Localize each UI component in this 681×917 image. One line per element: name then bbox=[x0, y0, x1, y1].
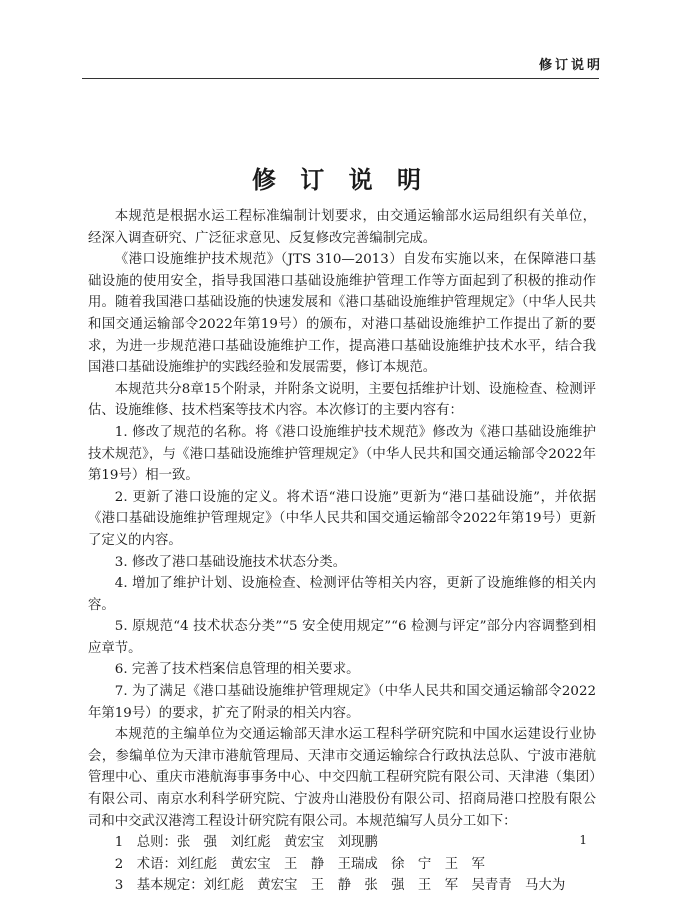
revision-item: 5. 原规范“4 技术状态分类”“5 安全使用规定”“6 检测与评定”部分内容调整到相应章节。 bbox=[88, 619, 596, 656]
revision-item: 7. 为了满足《港口基础设施维护管理规定》（中华人民共和国交通运输部令2022年第19号）的要求，扩充了附录的相关内容。 bbox=[88, 684, 596, 721]
revision-item: 1. 修改了规范的名称。将《港口设施维护技术规范》修改为《港口基础设施维护技术规范》，与《港口基础设施维护管理规定》（中华人民共和国交通运输部令2022年第19号）相一致。 bbox=[88, 424, 596, 484]
roster-item: 2 术语：刘红彪 黄宏宝 王 静 王瑞成 徐 宁 王 军 bbox=[114, 856, 485, 872]
running-head bbox=[0, 0, 681, 80]
page-title: 修 订 说 明 bbox=[251, 165, 430, 194]
roster-item: 3 基本规定：刘红彪 黄宏宝 王 静 张 强 王 军 吴青青 马大为 bbox=[114, 878, 566, 894]
author-roster bbox=[88, 832, 596, 897]
revision-item: 4. 增加了维护计划、设施检查、检测评估等相关内容，更新了设施维修的相关内容。 bbox=[88, 576, 596, 613]
revision-item: 6. 完善了技术档案信息管理的相关要求。 bbox=[114, 662, 360, 678]
page-number: 1 bbox=[579, 833, 587, 847]
paragraph: 《港口设施维护技术规范》（JTS 310—2013）自发布实施以来，在保障港口基础设施的使用安全，指导我国港口基础设施维护管理工作等方面起到了积极的推动作用。随着我国港口基础设施的快速发展和《港口基础设施维护管理规定》（中华人民共和国交通运输部令2022年第19号）的颁布，对港口基础设施维护工作提出了新的要求，为进一步规范港口基础设施维护工作，提高港口基础设施维护技术水平，结合我国港口基础设施维护的实践经验和发展需要，修订本规范。 bbox=[88, 252, 596, 376]
body-text bbox=[88, 206, 596, 897]
running-head-text: 修订说明 bbox=[538, 58, 603, 73]
revision-item: 2. 更新了港口设施的定义。将术语“港口设施”更新为“港口基础设施”，并依据《港口基础设施维护管理规定》（中华人民共和国交通运输部令2022年第19号）更新了定义的内容。 bbox=[88, 489, 596, 548]
revision-item: 3. 修改了港口基础设施技术状态分类。 bbox=[114, 554, 347, 570]
header-rule bbox=[82, 78, 599, 79]
paragraph: 本规范共分8章15个附录，并附条文说明，主要包括维护计划、设施检查、检测评估、设施维修、技术档案等技术内容。本次修订的主要内容有： bbox=[88, 381, 596, 419]
paragraph: 本规范是根据水运工程标准编制计划要求，由交通运输部水运局组织有关单位，经深入调查研究、广泛征求意见、反复修改完善编制完成。 bbox=[88, 209, 596, 246]
roster-item: 1 总则：张 强 刘红彪 黄宏宝 刘现鹏 bbox=[114, 835, 378, 851]
paragraph: 本规范的主编单位为交通运输部天津水运工程科学研究院和中国水运建设行业协会，参编单位为天津市港航管理局、天津市交通运输综合行政执法总队、宁波市港航管理中心、重庆市港航海事事务中心、中交四航工程研究院有限公司、天津港（集团）有限公司、南京水利科学研究院、宁波舟山港股份有限公司、招商局港口控股有限公司和中交武汉港湾工程设计研究院有限公司。本规范编写人员分工如下： bbox=[88, 727, 596, 829]
